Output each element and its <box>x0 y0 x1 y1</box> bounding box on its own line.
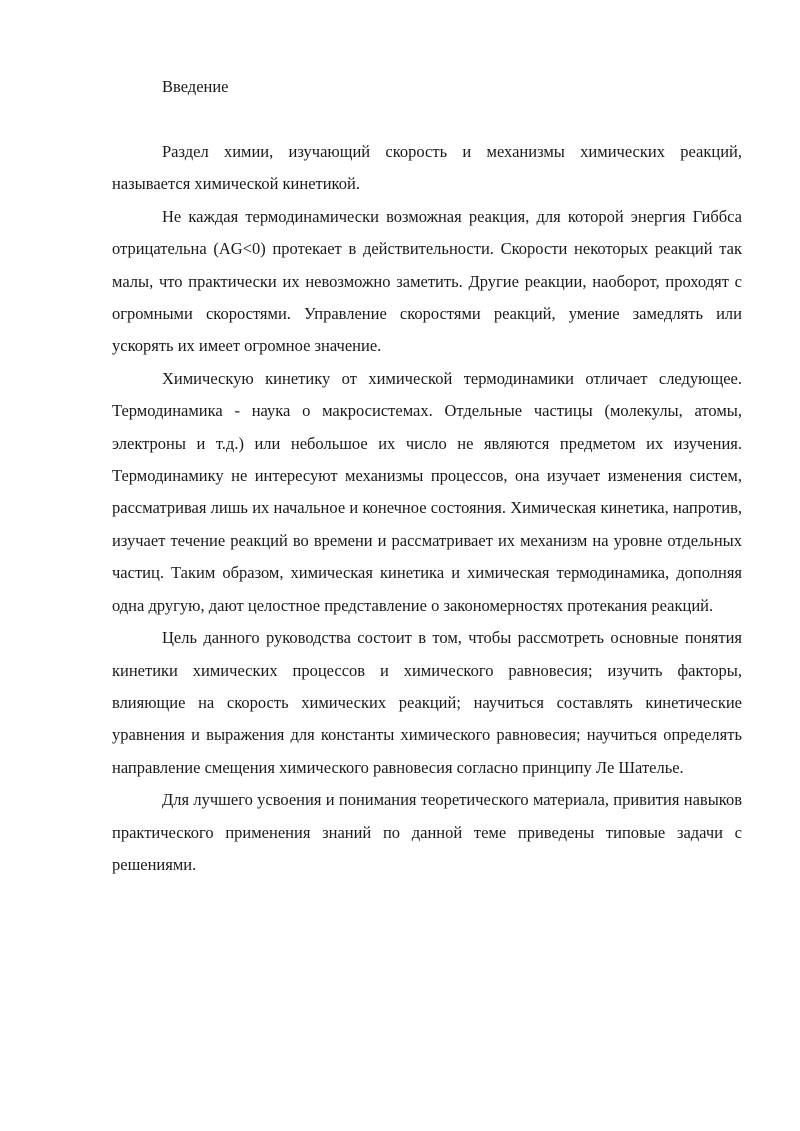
page-title: Введение <box>162 77 229 96</box>
paragraph-tasks: Для лучшего усвоения и понимания теоретического материала, привития навыков практического применения знаний по данной теме приведены типовые задачи с решениями. <box>112 790 742 874</box>
paragraph-kinetics-vs-thermodynamics: Химическую кинетику от химической термодинамики отличает следующее. Термодинамика - наука о макросистемах. Отдельные частицы (молекулы, атомы, электроны и т.д.) или небольшое их число не являются предметом их изучения. Термодинамику не интересуют механизмы процессов, она изучает изменения систем, рассматривая лишь их начальное и конечное состояния. Химическая кинетика, напротив, изучает течение реакций во времени и рассматривает их механизм на уровне отдельных частиц. Таким образом, химическая кинетика и химическая термодинамика, дополняя одна другую, дают целостное представление о закономерностях протекания реакций. <box>112 368 742 615</box>
paragraph-intro: Раздел химии, изучающий скорость и механизмы химических реакций, называется химической кинетикой. <box>112 142 742 194</box>
paragraph-goal: Цель данного руководства состоит в том, чтобы рассмотреть основные понятия кинетики химических процессов и химического равновесия; изучить факторы, влияющие на скорость химических реакций; научиться составлять кинетические уравнения и выражения для константы химического равновесия; научиться определять направление смещения химического равновесия согласно принципу Ле Шателье. <box>112 628 742 777</box>
document-body <box>112 136 742 881</box>
paragraph-thermodynamics: Не каждая термодинамически возможная реакция, для которой энергия Гиббса отрицательна (AG<0) протекает в действительности. Скорости некоторых реакций так малы, что практически их невозможно заметить. Другие реакции, наоборот, проходят с огромными скоростями. Управление скоростями реакций, умение замедлять или ускорять их имеет огромное значение. <box>112 206 742 356</box>
